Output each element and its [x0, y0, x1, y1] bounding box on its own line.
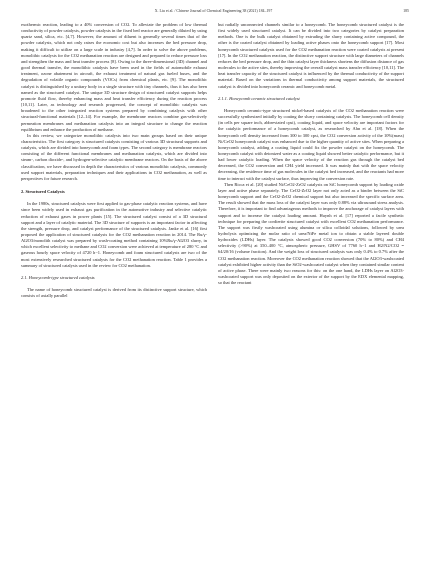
body-paragraph: but radially unconnected channels similar to a honeycomb. The honeycomb structured catalyst is the first widely used structured catalyst. It can be divided into two categories by catalyst preparation methods. One is the bulk catalyst obtained by extruding the slurry containing active compound, the other is the coated catalyst obtained by loading active phases onto the honeycomb support [17]. Most honeycomb structured catalysts used for the CO2 methanation reaction were coated catalysts at present [17]. In the CO2 methanation reaction, the distinctive support structure with large diameters of channels reduces the bed pressure drop, and the thin catalyst layer thickness shortens the diffusion distance of gas molecules to the active sites, thereby improving the overall catalyst mass transfer efficiency [10,11]. The heat transfer capacity of the structured catalyst is influenced by the thermal conductivity of the support material. Based on the variations in thermal conductivity among support materials, the structured catalyst is divided into honeycomb ceramic and honeycomb metal.	[218, 22, 404, 89]
subsubsection-heading: 2.1.1. Honeycomb ceramic structured catalyst	[218, 95, 300, 101]
left-column	[21, 22, 207, 299]
running-title: X. Liu et al. / Chinese Journal of Chemical Engineering 38 (2021) 184–197	[154, 9, 273, 13]
section-heading: 2. Structured Catalysts	[21, 189, 65, 195]
body-paragraph: Honeycomb ceramic-type structured nickel-based catalysts of the CO2 methanation reaction were successfully synthesized initially by coating the slurry containing catalysts. The honeycomb cell density (in cells per square inch, abbreviated cpsi), coating liquid, and space velocity are important factors for the catalytic performance of a honeycomb catalyst, as researched by Ahn et al. [18]. When the honeycomb cell density increased from 300 to 300 cpsi, the CO2 conversion activity of the 10%(mass) Ni/CeO2 honeycomb catalyst was enhanced due to the higher quantity of active sites. When preparing a honeycomb catalyst, adding a coating liquid could fix the powder catalyst on the honeycomb. The honeycomb catalyst with deionized water as a coating liquid showed better catalytic performance, but it had lower catalytic loading. When the space velocity of the reaction gas through the catalyst bed decreased, the CO2 conversion and CH4 yield increased. It was mainly that with the space velocity decreasing, the residence time of gas molecules in the catalyst bed increased, and the reactants had more time to interact with the catalyst surface, thus improving the conversion rate.	[218, 107, 404, 181]
page-number: 185	[403, 9, 409, 13]
body-paragraph: exothermic reaction, leading to a 40% conversion of CO2. To alleviate the problem of low thermal conductivity of powder catalysts, powder catalysts in the fixed bed reactor are generally diluted by using quartz sand, silica, etc. [4,7]. However, the amount of diluent is generally several times that of the powder catalysts, which not only raises the economic cost but also increases the bed pressure drop, making it difficult to utilize on a large scale in industry [4,7]. In order to solve the above problems, monolithic catalysts for the CO2 methanation reaction are designed and prepared to reduce pressure loss and strengthen the mass and heat transfer process [8]. Owing to the three-dimensional (3D) channel and good thermal transfer, the monolithic catalysts have been used in the fields of automobile exhaust treatment, ozone abatement in aircraft, the exhaust treatment of natural gas fueled buses, and the degradation of volatile organic compounds (VOCs) from chemical plants, etc. [9]. The monolithic catalyst is distinguished by a unitary body in a single structure with tiny channels, thus it has also been named as the structured catalyst. The unique 3D structure design of structured catalyst supports helps promote fluid flow, thereby enhancing mass and heat transfer efficiency during the reaction process [10,11]. Later, as technology and research progressed, the concept of monolithic catalysts was broadened to the other integrated reaction systems prepared by combining catalysts with other structural-functional materials [12–14]. For example, the membrane reactors combine gas-selectively permeation membranes and methanation catalysts into an integral structure to change the reaction equilibrium and enhance the production of methane.	[21, 22, 207, 132]
subsection-heading: 2.1. Honeycomb-type structured catalysts	[21, 274, 95, 280]
body-paragraph: In the 1980s, structured catalysts were first applied to gas-phase catalytic reaction systems, and have since been widely used in exhaust gas purification in the automotive industry and selective catalytic reduction of exhaust gases in power plants [15]. The structured catalyst consist of a 3D structural support and a layer of catalytic material. The 3D structure of supports is an important factor in affecting the strength, pressure drop, and catalyst performance of the structured catalysts. Janke et al. [16] first proposed the application of structured catalysts for the CO2 methanation reaction in 2014. The Ru/γ-Al2O3/monolith catalyst was prepared by wash-coating method containing 10%Ru/γ-Al2O3 slurry, in which excellent selectivity to methane and CO2 conversion were achieved at temperature of 280 °C and gaseous hourly space velocity of 4720 h−1. Honeycomb and foam structured catalysts are two of the most extensively researched structured catalysts for the CO2 methanation reaction. Table 1 provides a summary of structured catalysts used in the review for CO2 methanation.	[21, 201, 207, 268]
body-paragraph: Then Ricca et al. [20] studied Ni/CeO2-ZrO2 catalysts on SiC honeycomb support by loading oxide layer and active phase separately. The CeO2-ZrO2 layer not only acted as a binder between the SiC honeycomb support and the CeO2-ZrO2 chemical support but also increased the specific surface area. The result showed that the mass loss of the catalyst layer was only 0.88% via ultrasound stress analysis. Therefore, it is important to find advantageous methods to improve the anchorage of catalyst layers with support and to increase the catalyst loading amount. Huynh et al. [17] reported a facile synthetic technique for preparing the cordierite structured catalyst with excellent CO2 methanation performance. The support was firstly washcoated using alumina or silica colloidal solutions, followed by urea hydrolysis optimizing the molar ratio of urea/NiFe metal ion to obtain a stable layered double hydroxides (LDHs) layer. The catalysts showed good CO2 conversion (70% to 80%) and CH4 selectivity (>90%) at 350–400 °C, atmospheric pressure, GHSV of 7760 h−1 and H2/N2/CO2 = 64/20/16 (volume fraction). And the weight loss of structured catalysts was only 0.4% to 0.7% after the CO2 methanation reaction. Moreover the CO2 methanation reaction showed that the Al2O3-washcoated catalyst exhibited higher activity than the SiO2-washcoated catalyst when they contained similar content of active phase. There were mainly two reasons for this: on the one hand, the LDHs layer on Al2O3-washcoated support was only deposited on the exterior of the support by the EDX elemental mapping, so that the reactant	[218, 181, 404, 286]
right-column	[218, 22, 404, 286]
body-paragraph: In this review, we categorize monolithic catalysts into two main groups based on their unique characteristics. The first category is structured catalysts consisting of various 3D structural supports and catalysts, which are divided into honeycomb and foam types. The second category is membrane reactors consisting of the different functional membranes and methanation catalysts, which are divided into steam-, carbon dioxide-, and hydrogen-selective catalytic membrane reactors. On the basis of the above classification, we have discussed in depth the characteristics of various monolithic catalysts, commonly used support materials, preparation techniques and their applications in CO2 methanation, as well as perspectives for future research.	[21, 132, 207, 181]
body-paragraph: The name of honeycomb structured catalyst is derived from its distinctive support structure, which consists of axially parallel	[21, 287, 207, 299]
